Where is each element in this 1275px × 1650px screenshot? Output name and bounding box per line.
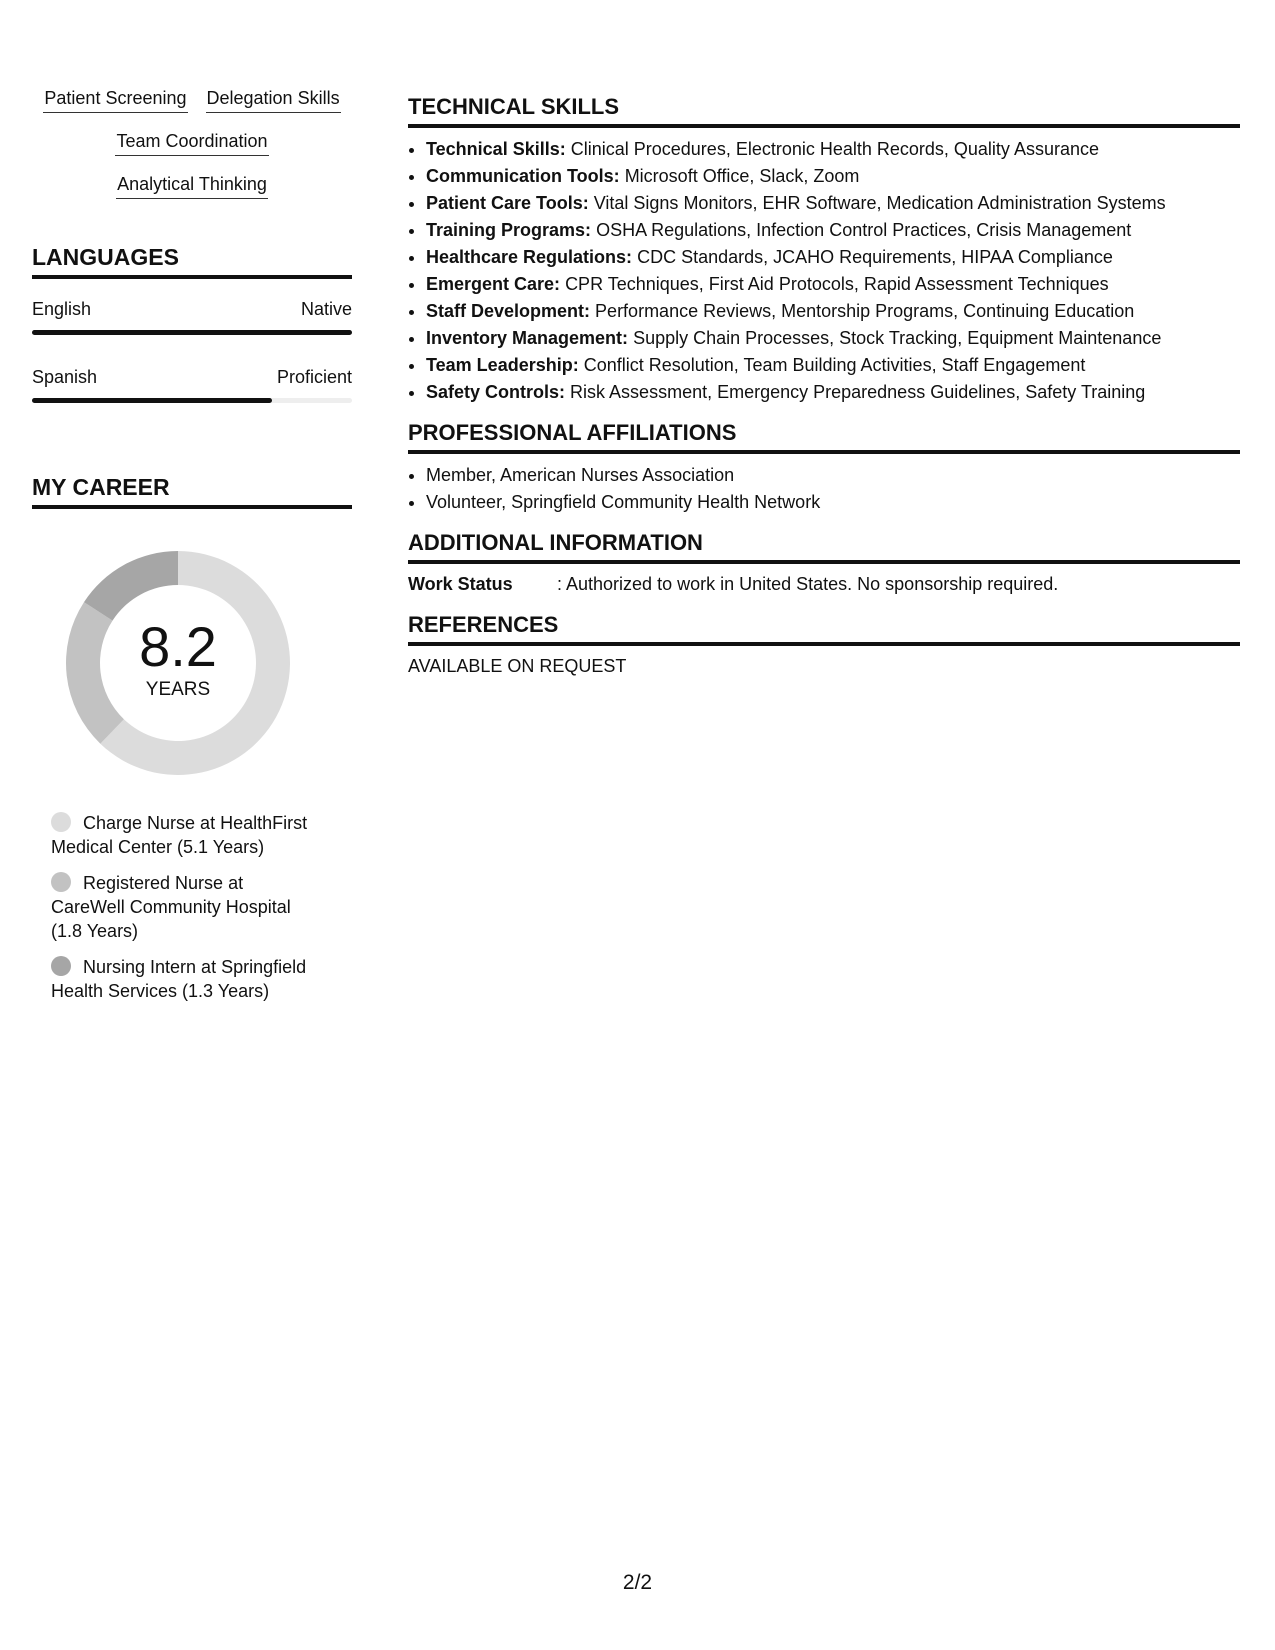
references-heading: REFERENCES [408,612,1240,646]
language-bar-fill [32,398,272,403]
right-column [408,94,1240,678]
skill-category: Training Programs: [426,220,592,240]
language-item [32,297,352,335]
language-name: English [32,299,92,319]
skill-category: Emergent Care: [426,274,561,294]
references-section [408,612,1240,678]
career-legend-item [51,955,321,1003]
additional-info-heading: ADDITIONAL INFORMATION [408,530,1240,564]
legend-dot-icon [51,956,71,976]
career-role: Nursing Intern at Springfield Health Services (1.3 Years) [51,957,307,1001]
page-number: 2/2 [622,1571,653,1594]
work-status-value: : Authorized to work in United States. No sponsorship required. [557,574,1059,594]
language-level: Proficient [276,367,352,387]
affiliations-list [408,462,1240,516]
skill-values: CPR Techniques, First Aid Protocols, Rapid Assessment Techniques [565,274,1109,294]
left-column [32,84,352,1015]
technical-skills-list [408,136,1240,406]
references-text: AVAILABLE ON REQUEST [408,656,627,676]
skill-tag: Patient Screening [43,84,187,113]
affiliations-heading: PROFESSIONAL AFFILIATIONS [408,420,1240,454]
career-legend-item [51,811,321,859]
language-bar [32,330,352,335]
list-item: • Member, American Nurses Association [426,462,1240,489]
career-donut-chart [66,551,290,775]
list-item [426,244,1240,271]
affiliations-section [408,420,1240,516]
language-level: Native [300,299,352,319]
donut-center [66,551,290,775]
career-role: Charge Nurse at HealthFirst Medical Center (5.1 Years) [51,813,308,857]
languages-heading: LANGUAGES [32,243,352,279]
skill-category: Technical Skills: [426,139,566,159]
work-status-row [408,572,1240,596]
list-item [426,379,1240,406]
list-item [426,271,1240,298]
skill-tag: Team Coordination [115,127,268,156]
skill-category: Inventory Management: [426,328,629,348]
skill-values: Performance Reviews, Mentorship Programs, Continuing Education [595,301,1135,321]
languages-section [32,243,352,403]
skill-values: Supply Chain Processes, Stock Tracking, Equipment Maintenance [633,328,1162,348]
list-item [426,136,1240,163]
legend-dot-icon [51,812,71,832]
skill-category: Patient Care Tools: [426,193,589,213]
language-name: Spanish [32,367,98,387]
work-status-label: Work Status [408,574,513,594]
list-item [426,217,1240,244]
technical-skills-heading: TECHNICAL SKILLS [408,94,1240,128]
additional-info-section [408,530,1240,596]
language-bar [32,398,352,403]
career-legend [51,811,321,1003]
list-item [426,298,1240,325]
skill-values: Microsoft Office, Slack, Zoom [624,166,860,186]
list-item: • Volunteer, Springfield Community Health Network [426,489,1240,516]
skill-values: Risk Assessment, Emergency Preparedness Guidelines, Safety Training [570,382,1146,402]
technical-skills-section [408,94,1240,406]
skill-values: Clinical Procedures, Electronic Health Records, Quality Assurance [570,139,1099,159]
language-bar-fill [32,330,352,335]
legend-dot-icon [51,872,71,892]
skill-category: Communication Tools: [426,166,620,186]
career-total-unit: YEARS [145,679,211,700]
skill-values: OSHA Regulations, Infection Control Practices, Crisis Management [596,220,1132,240]
list-item [426,163,1240,190]
skill-values: CDC Standards, JCAHO Requirements, HIPAA Compliance [637,247,1113,267]
skill-tags [32,84,352,199]
skill-values: Conflict Resolution, Team Building Activities, Staff Engagement [583,355,1086,375]
skill-tag: Analytical Thinking [116,170,268,199]
career-role: Registered Nurse at CareWell Community Hospital (1.8 Years) [51,873,291,941]
language-item [32,365,352,403]
skill-tag: Delegation Skills [206,84,341,113]
career-section [32,473,352,1003]
skill-category: Staff Development: [426,301,591,321]
skill-category: Safety Controls: [426,382,566,402]
list-item [426,190,1240,217]
career-legend-item [51,871,321,943]
list-item [426,352,1240,379]
skill-values: Vital Signs Monitors, EHR Software, Medication Administration Systems [593,193,1166,213]
skill-category: Team Leadership: [426,355,579,375]
skill-category: Healthcare Regulations: [426,247,633,267]
list-item [426,325,1240,352]
career-heading: MY CAREER [32,473,352,509]
career-total-years: 8.2 [139,615,217,678]
